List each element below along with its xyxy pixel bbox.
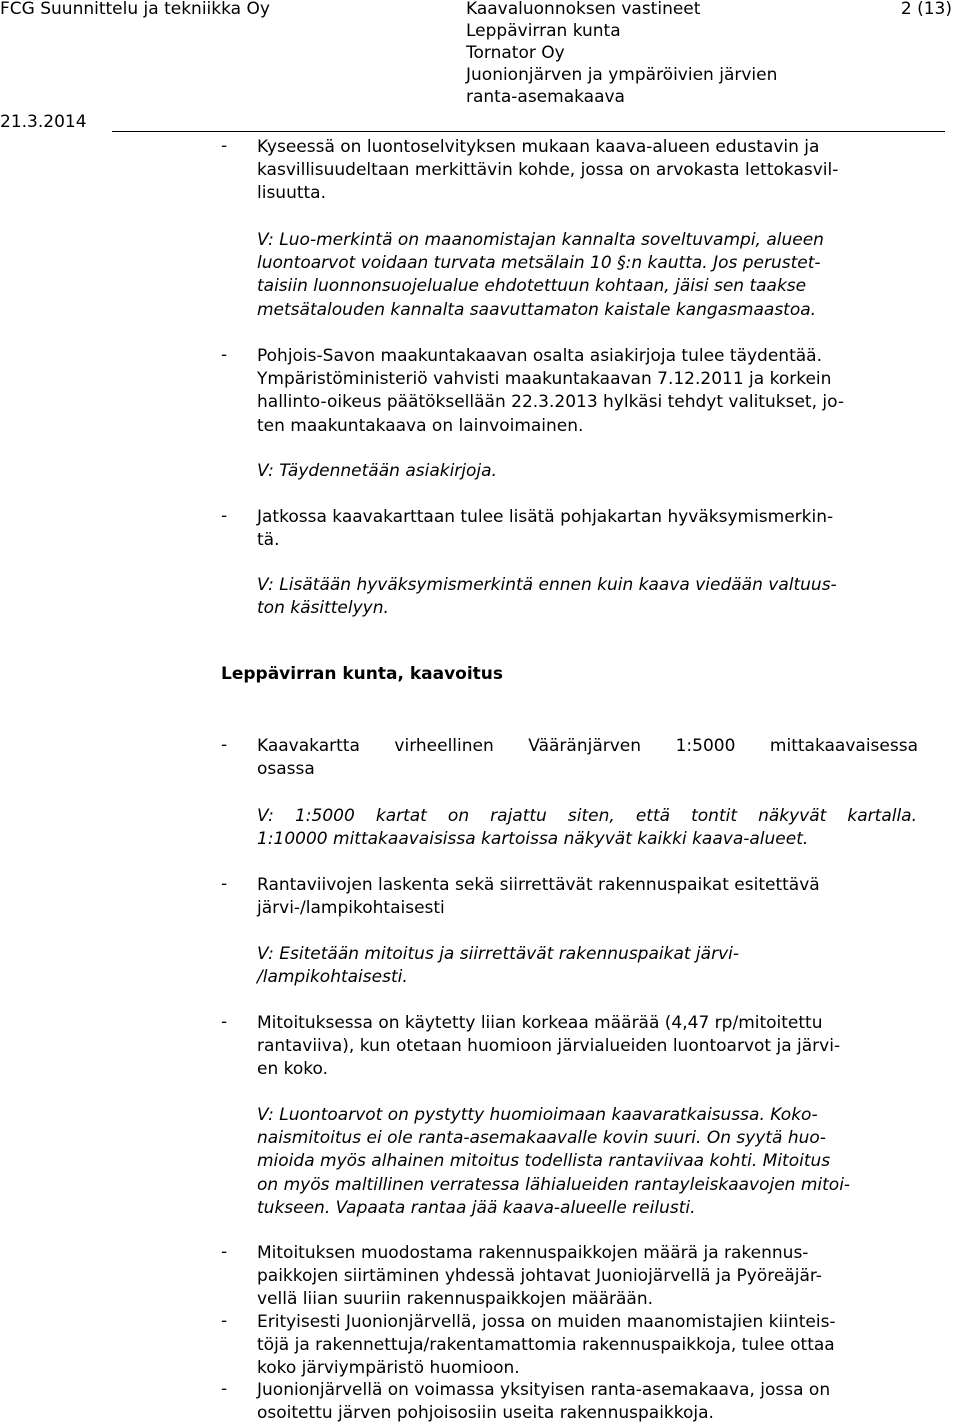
response-line: V: 1:5000 kartat on rajattu siten, että tontit näkyvät kartalla.	[257, 806, 917, 826]
comment-line: lisuutta.	[257, 183, 327, 204]
header-line: Leppävirran kunta	[466, 21, 621, 41]
header-date: 21.3.2014	[0, 112, 87, 132]
response-line: V: Luo-merkintä on maanomistajan kannalta soveltuvampi, alueen	[257, 230, 824, 250]
comment-line: Juonionjärvellä on voimassa yksityisen ranta-asemakaava, jossa on	[257, 1380, 831, 1400]
comment-line: paikkojen siirtäminen yhdessä johtavat Juoniojärvellä ja Pyöreäjär-	[257, 1266, 822, 1287]
response-line: V: Esitetään mitoitus ja siirrettävät rakennuspaikat järvi-	[257, 944, 739, 964]
comment-line: Ympäristöministeriö vahvisti maakuntakaavan 7.12.2011 ja korkein	[257, 369, 832, 390]
bullet: -	[221, 874, 228, 894]
header-line: Juonionjärven ja ympäröivien järvien	[466, 65, 778, 85]
comment-item	[257, 345, 844, 438]
comment-item	[257, 506, 833, 552]
response-line: metsätalouden kannalta saavuttamaton kaistale kangasmaastoa.	[257, 299, 817, 320]
response-line: V: Täydennetään asiakirjoja.	[257, 461, 497, 481]
comment-line: töjä ja rakennettuja/rakentamattomia rakennuspaikkoja, tulee ottaa	[257, 1335, 835, 1356]
header-divider	[112, 131, 945, 132]
comment-line: Mitoituksessa on käytetty liian korkeaa määrää (4,47 rp/mitoitettu	[257, 1013, 823, 1033]
bullet: -	[221, 1379, 228, 1399]
comment-item	[257, 1379, 830, 1425]
comment-item	[257, 136, 838, 206]
comment-item	[257, 874, 820, 920]
comment-item	[257, 1311, 836, 1381]
comment-item	[257, 735, 918, 781]
comment-line: ten maakuntakaava on lainvoimainen.	[257, 415, 584, 436]
response-line: /lampikohtaisesti.	[257, 967, 408, 988]
comment-line: osoitettu järven pohjoisosiin useita rakennuspaikkoja.	[257, 1403, 714, 1424]
comment-item	[257, 1012, 840, 1082]
comment-line: en koko.	[257, 1059, 329, 1080]
response-line: tukseen. Vapaata rantaa jää kaava-alueelle reilusti.	[257, 1197, 696, 1218]
bullet: -	[221, 1012, 228, 1032]
comment-line: Jatkossa kaavakarttaan tulee lisätä pohjakartan hyväksymismerkin-	[257, 507, 834, 527]
comment-line: Kyseessä on luontoselvityksen mukaan kaava-alueen edustavin ja	[257, 137, 820, 157]
comment-line: Kaavakartta virheellinen Vääränjärven 1:5000 mittakaavaisessa	[257, 736, 918, 756]
bullet: -	[221, 1311, 228, 1331]
bullet: -	[221, 136, 228, 156]
response-text	[257, 805, 917, 851]
response-line: mioida myös alhainen mitoitus todellista rantaviivaa kohti. Mitoitus	[257, 1151, 831, 1172]
response-line: taisiin luonnonsuojelualue ehdotettuun kohtaan, jäisi sen taakse	[257, 276, 807, 297]
header-company: FCG Suunnittelu ja tekniikka Oy	[0, 0, 270, 19]
comment-line: Erityisesti Juonionjärvellä, jossa on muiden maanomistajien kiinteis-	[257, 1312, 836, 1332]
comment-line: Rantaviivojen laskenta sekä siirrettävät rakennuspaikat esitettävä	[257, 875, 820, 895]
response-line: naismitoitus ei ole ranta-asemakaavalle kovin suuri. On syytä huo-	[257, 1128, 826, 1149]
response-text	[257, 574, 837, 620]
comment-line: tä.	[257, 530, 280, 551]
header-line: ranta-asemakaava	[466, 87, 625, 107]
comment-line: rantaviiva), kun otetaan huomioon järvialueiden luontoarvot ja järvi-	[257, 1036, 841, 1057]
comment-line: Mitoituksen muodostama rakennuspaikkojen määrä ja rakennus-	[257, 1243, 809, 1263]
bullet: -	[221, 1242, 228, 1262]
response-line: 1:10000 mittakaavaisissa kartoissa näkyvät kaikki kaava-alueet.	[257, 829, 809, 850]
comment-line: järvi-/lampikohtaisesti	[257, 898, 445, 919]
page-number: 2 (13)	[900, 0, 952, 19]
bullet: -	[221, 735, 228, 755]
header-line: Tornator Oy	[466, 43, 565, 63]
response-line: luontoarvot voidaan turvata metsälain 10 §:n kautta. Jos perustet-	[257, 253, 821, 274]
section-heading: Leppävirran kunta, kaavoitus	[221, 664, 504, 684]
bullet: -	[221, 345, 228, 365]
response-line: on myös maltillinen verratessa lähialueiden rantayleiskaavojen mitoi-	[257, 1174, 851, 1195]
response-line: ton käsittelyyn.	[257, 598, 389, 619]
response-text	[257, 943, 739, 989]
comment-item	[257, 1242, 822, 1312]
response-text	[257, 229, 824, 322]
response-line: V: Luontoarvot on pystytty huomioimaan kaavaratkaisussa. Koko-	[257, 1105, 818, 1125]
bullet: -	[221, 506, 228, 526]
header-document-info	[466, 0, 777, 108]
header-line: Kaavaluonnoksen vastineet	[466, 0, 701, 19]
comment-line: hallinto-oikeus päätöksellään 22.3.2013 hylkäsi tehdyt valitukset, jo-	[257, 392, 844, 413]
comment-line: Pohjois-Savon maakuntakaavan osalta asiakirjoja tulee täydentää.	[257, 346, 822, 366]
comment-line: vellä liian suuriin rakennuspaikkojen määrään.	[257, 1289, 654, 1310]
comment-line: osassa	[257, 759, 315, 780]
response-text	[257, 460, 497, 483]
comment-line: kasvillisuudeltaan merkittävin kohde, jossa on arvokasta lettokasvil-	[257, 160, 839, 181]
response-text	[257, 1104, 850, 1220]
response-line: V: Lisätään hyväksymismerkintä ennen kuin kaava viedään valtuus-	[257, 575, 837, 595]
comment-line: koko järviympäristö huomioon.	[257, 1358, 520, 1379]
